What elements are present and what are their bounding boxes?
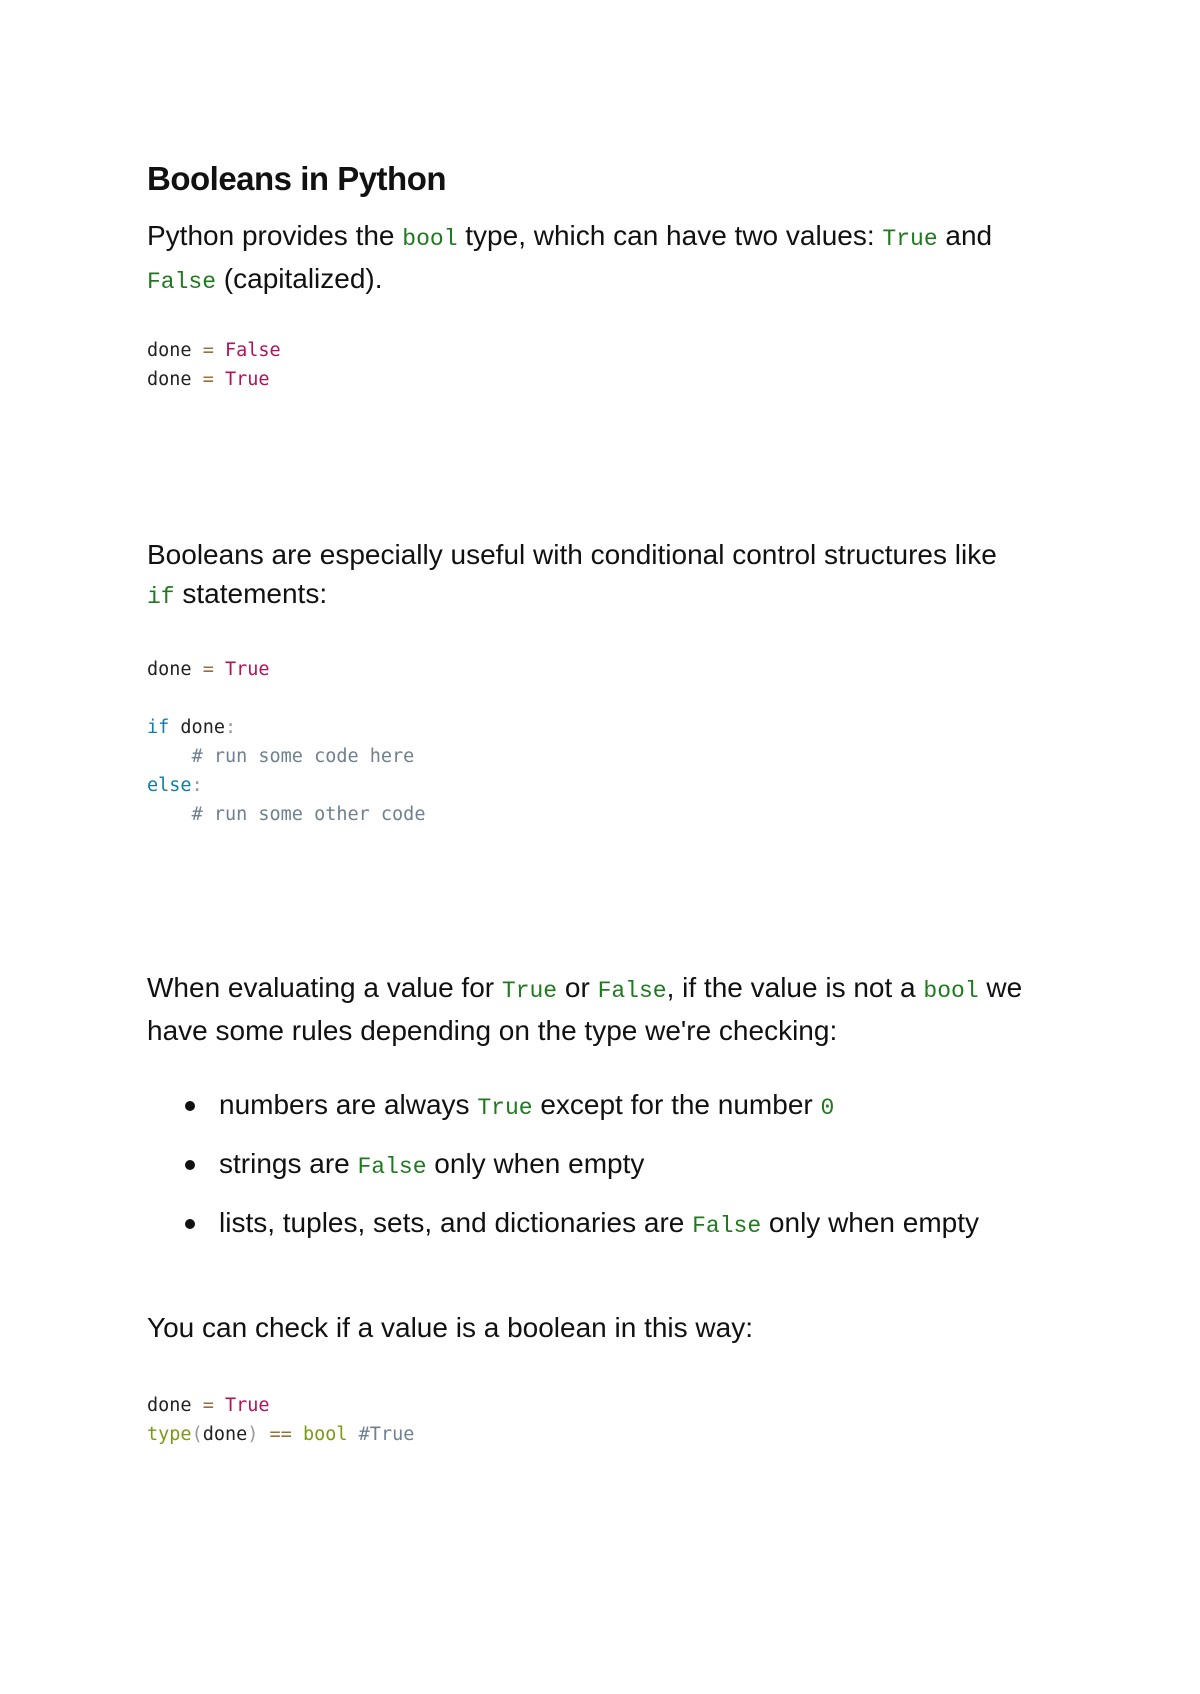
type-check-paragraph: You can check if a value is a boolean in this way: (147, 1312, 754, 1343)
bullet-icon (185, 1101, 195, 1111)
evaluation-text: or (557, 972, 598, 1003)
code-block-assignment (147, 336, 281, 394)
code-var: done (147, 340, 192, 361)
intro-text: type, which can have two values: (457, 220, 883, 251)
intro-text: Python provides the (147, 220, 403, 251)
code-constant: True (224, 659, 270, 680)
code-operator: = (202, 369, 214, 390)
evaluation-text: , if the value is not a (666, 972, 924, 1003)
intro-paragraph (147, 216, 1077, 302)
code-type: bool (302, 1424, 348, 1445)
code-comment: #True (358, 1424, 415, 1445)
code-var: done (147, 659, 192, 680)
bullet-icon (185, 1219, 195, 1229)
code-constant: True (224, 369, 270, 390)
inline-code-false: False (147, 269, 217, 295)
inline-code: False (692, 1213, 762, 1239)
evaluation-text: have some rules depending on the type we're checking: (147, 1015, 838, 1046)
code-comment: # run some code here (191, 746, 415, 767)
list-item (147, 1144, 979, 1187)
code-punctuation: : (224, 717, 237, 738)
truthiness-rules-list (147, 1085, 979, 1262)
inline-code-true: True (501, 978, 558, 1004)
code-var: done (180, 717, 225, 738)
code-keyword: else (147, 775, 192, 796)
conditional-text: statements: (174, 578, 328, 609)
inline-code-bool: bool (402, 226, 458, 252)
rule-text: lists, tuples, sets, and dictionaries are (219, 1207, 693, 1238)
code-operator: = (202, 659, 214, 680)
evaluation-text: When evaluating a value for (147, 972, 502, 1003)
conditional-paragraph (147, 535, 1077, 617)
code-var: done (147, 369, 192, 390)
code-operator: == (269, 1424, 292, 1445)
inline-code: True (477, 1095, 533, 1121)
code-keyword: if (147, 717, 170, 738)
code-var: done (147, 1395, 192, 1416)
code-punctuation: ( (191, 1424, 203, 1445)
inline-code-if: if (147, 584, 175, 610)
rule-text: only when empty (426, 1148, 645, 1179)
evaluation-text: we (978, 972, 1023, 1003)
intro-text: and (937, 220, 993, 251)
page-title: Booleans in Python (147, 160, 447, 197)
inline-code: 0 (820, 1095, 835, 1121)
code-punctuation: : (191, 775, 203, 796)
code-var: done (202, 1424, 248, 1445)
rule-text: only when empty (761, 1207, 980, 1238)
code-block-conditional (147, 655, 425, 829)
rule-text: except for the number (532, 1089, 821, 1120)
evaluation-paragraph (147, 968, 1077, 1050)
inline-code: False (357, 1154, 427, 1180)
code-comment: # run some other code (191, 804, 426, 825)
code-punctuation: ) (247, 1424, 259, 1445)
conditional-text: Booleans are especially useful with conditional control structures like (147, 539, 997, 570)
bullet-icon (185, 1160, 195, 1170)
inline-code-false: False (597, 978, 667, 1004)
code-constant: True (224, 1395, 270, 1416)
list-item (147, 1203, 979, 1246)
intro-text: (capitalized). (216, 263, 383, 294)
code-constant: False (224, 340, 281, 361)
code-operator: = (202, 340, 214, 361)
inline-code-true: True (882, 226, 938, 252)
code-function: type (147, 1424, 192, 1445)
code-block-type-check (147, 1391, 414, 1449)
rule-text: numbers are always (219, 1089, 478, 1120)
list-item (147, 1085, 979, 1128)
code-operator: = (202, 1395, 214, 1416)
rule-text: strings are (219, 1148, 358, 1179)
inline-code-bool: bool (923, 978, 979, 1004)
